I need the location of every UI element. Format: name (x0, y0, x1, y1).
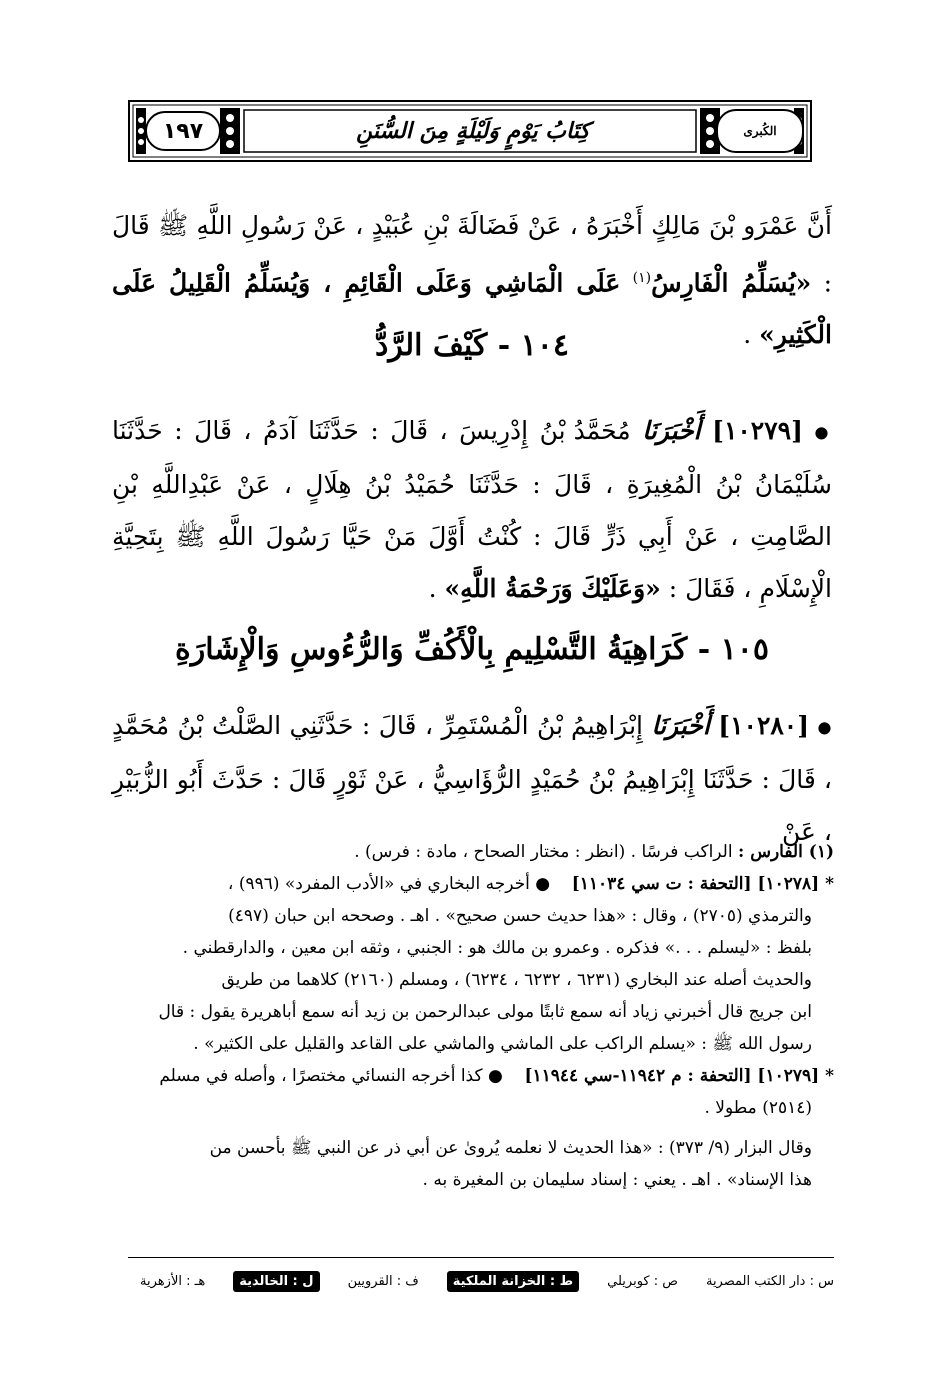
takhrij-line: والترمذي (٢٧٠٥) ، وقال : «هذا حديث حسن صحيح» . اهـ . وصححه ابن حبان (٤٩٧) (228, 906, 812, 926)
series-logo-text: الكُبرى (716, 109, 804, 153)
takhrij-line: بلفظ : «ليسلم . . .» فذكره . وعمرو بن مالك هو : الجنبي ، وثقه ابن معين ، والدارقطني . (182, 938, 812, 958)
siglum-s2: ص : كوبريلي (607, 1273, 678, 1289)
chapter-heading-105: ١٠٥ - كَرَاهِيَةُ التَّسْلِيمِ بِالْأَكُفِّ وَالرُّءُوسِ وَالْإِشَارَةِ (175, 632, 769, 667)
footnote-text: الراكب فرسًا . (انظر : مختار الصحاح ، مادة : فرس) . (354, 842, 733, 862)
takhrij-line: ابن جريج قال أخبرني زياد أنه سمع ثابتًا مولى عبدالرحمن بن زيد أنه سمع أباهريرة يقول : قال (158, 1002, 812, 1022)
takhrij-line: ● أخرجه البخاري في «الأدب المفرد» (٩٩٦) ، (227, 874, 551, 894)
manuscript-sigla (140, 1266, 834, 1296)
prophetic-quote: «وَعَلَيْكَ وَرَحْمَةُ اللَّهِ» (444, 573, 661, 603)
takhrij-line: ● كذا أخرجه النسائي مختصرًا ، وأصله في مسلم (159, 1066, 503, 1086)
takhrij-line: (٢٥١٤) مطولا . (704, 1098, 812, 1118)
series-logo (708, 100, 812, 162)
siglum-f: ف : القرويين (347, 1273, 419, 1289)
bullet-icon: ● (817, 717, 833, 737)
page-number: ١٩٧ (162, 118, 204, 144)
chapter-heading-104: ١٠٤ - كَيْفَ الرَّدُّ (375, 328, 569, 363)
footnote-1 (112, 836, 834, 868)
bullet-icon: ● (814, 422, 832, 442)
footnote-label: (١) الفارس : (738, 842, 834, 862)
hadith-text: مُحَمَّدُ بْنُ إِدْرِيسَ ، قَالَ : حَدَّثَنَا آدَمُ ، قَالَ : حَدَّثَنَا سُلَيْمَانُ بْنُ الْمُغِيرَةِ ، قَالَ : حَدَّثَنَا حُمَيْدُ بْنُ هِلَالٍ ، عَنْ عَبْدِاللَّهِ بْنِ الصَّامِتِ ، عَنْ أَبِي ذَرٍّ قَالَ : كُنْتُ أَوَّلَ مَنْ حَيَّا رَسُولَ اللَّهِ ﷺ بِتَحِيَّةِ الْإِسْلَامِ ، فَقَالَ : (112, 416, 832, 603)
akhbarana-word: أَخْبَرَنَا (642, 416, 701, 445)
bottom-divider (128, 1257, 834, 1258)
hadith-number: [١٠٢٧٩] (712, 416, 803, 445)
prophetic-quote: «يُسَلِّمُ الْفَارِسُ (651, 268, 812, 298)
hadith-10279 (112, 405, 832, 615)
takhrij-line: رسول الله ﷺ : «يسلم الراكب على الماشي والماشي على القاعد والقليل على الكثير» . (193, 1034, 812, 1054)
hadith-10280 (112, 700, 832, 858)
takhrij-line: هذا الإسناد» . اهـ . يعني : إسناد سليمان بن المغيرة به . (422, 1170, 812, 1190)
takhrij-10279 (112, 1060, 834, 1092)
takhrij-label: * [١٠٢٧٨] [التحفة : ت سي ١١٠٣٤] (571, 874, 834, 894)
running-title: كِتَابُ يَوْمٍ وَلَيْلَةٍ مِنَ السُّنَنِ (356, 118, 590, 144)
siglum-l: ل : الخالدية (233, 1271, 319, 1292)
siglum-t: ط : الخزانة الملكية (447, 1271, 579, 1292)
hadith-text: إِبْرَاهِيمُ بْنُ الْمُسْتَمِرِّ ، قَالَ : حَدَّثَنِي الصَّلْتُ بْنُ مُحَمَّدٍ ، قَالَ : حَدَّثَنَا إِبْرَاهِيمُ بْنُ حُمَيْدٍ الرُّؤَاسِيُّ ، عَنْ ثَوْرٍ قَالَ : حَدَّثَ أَبُو الزُّبَيْرِ ، عَنْ (112, 711, 832, 846)
takhrij-line: وقال البزار (٩/ ٣٧٣) : «هذا الحديث لا نعلمه يُروىٰ عن أبي ذر عن النبي ﷺ بأحسن من (209, 1138, 812, 1158)
page-header (128, 100, 812, 162)
takhrij-line: والحديث أصله عند البخاري (٦٢٣١ ، ٦٢٣٢ ، ٦٢٣٤) ، ومسلم (٢١٦٠) كلاهما من طريق (221, 970, 812, 990)
takhrij-10278 (112, 868, 834, 900)
akhbarana-word: أَخْبَرَنَا (651, 711, 710, 740)
hadith-text: أَنَّ عَمْرَو بْنَ مَالِكٍ أَخْبَرَهُ ، عَنْ فَضَالَةَ بْنِ عُبَيْدٍ ، عَنْ رَسُولِ اللَّهِ ﷺ قَالَ : (112, 211, 833, 298)
prophetic-quote: عَلَى الْمَاشِي وَعَلَى الْقَائِمِ ، وَيُسَلِّمُ الْقَلِيلُ عَلَى الْكَثِيرِ» (112, 268, 832, 350)
footnotes (112, 836, 834, 1196)
siglum-s: س : دار الكتب المصرية (705, 1273, 834, 1289)
footnote-marker[interactable]: (١) (632, 270, 652, 286)
sentence-end: . (428, 573, 437, 603)
takhrij-label: * [١٠٢٧٩] [التحفة : م ١١٩٤٢-سي ١١٩٤٤] (524, 1066, 834, 1086)
sentence-end: . (743, 320, 752, 350)
hadith-number: [١٠٢٨٠] (718, 711, 810, 740)
siglum-h: هـ : الأزهرية (140, 1273, 206, 1289)
